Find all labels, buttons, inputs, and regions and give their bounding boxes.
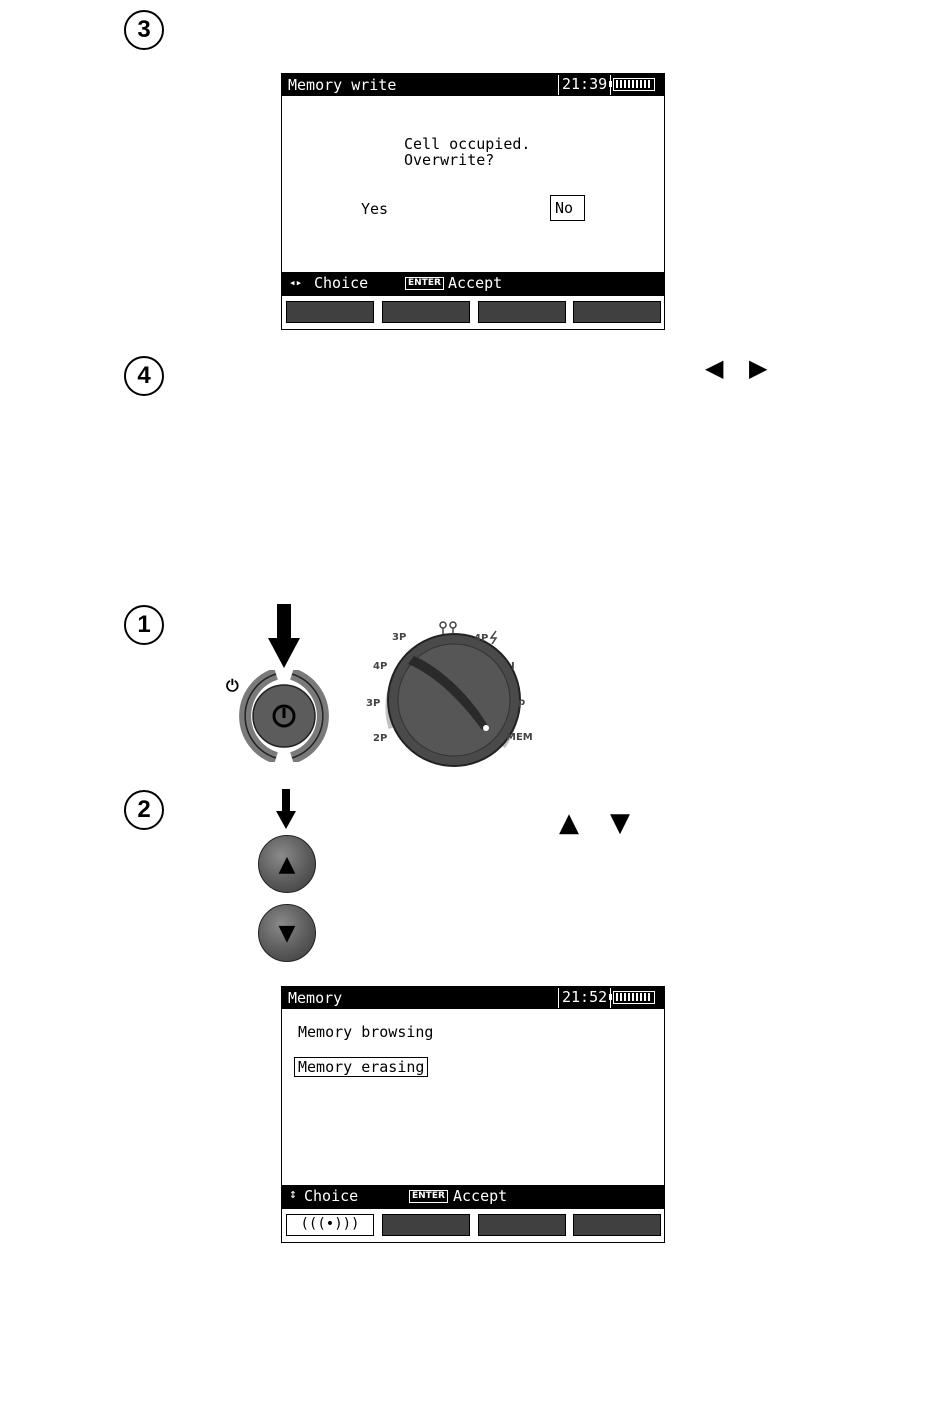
softkey-row xyxy=(282,296,664,329)
dial-label-4p: 4P xyxy=(373,661,388,672)
softkey-3[interactable] xyxy=(478,1214,566,1236)
dial-label-i: I xyxy=(511,661,515,672)
dial-label-rho: ρ xyxy=(518,697,526,708)
question-line-1: Cell occupied. xyxy=(404,135,531,153)
up-down-choice-icon: ↕ xyxy=(289,1187,297,1202)
screen-title: Memory write xyxy=(288,76,397,94)
left-right-choice-icon: ◂▸ xyxy=(289,276,303,289)
press-arrow-small-icon xyxy=(276,789,296,829)
memory-menu-screen xyxy=(281,986,665,1243)
clock: 21:39 xyxy=(558,75,611,95)
softkey-2[interactable] xyxy=(382,301,470,323)
softkey-3[interactable] xyxy=(478,301,566,323)
rotary-function-switch[interactable] xyxy=(362,618,538,768)
hint-choice-label: Choice xyxy=(304,1187,359,1205)
dial-label-3p: 3P xyxy=(366,698,381,709)
step-1-marker: 1 xyxy=(124,605,164,645)
dial-label-3p-top: 3P xyxy=(392,632,407,643)
power-symbol-label: ⏻ xyxy=(226,676,239,695)
down-triangle-icon: ▼ xyxy=(278,920,296,946)
softkey-wireless[interactable]: (((•))) xyxy=(286,1214,374,1236)
hint-bar xyxy=(282,272,664,296)
overwrite-question xyxy=(404,136,530,168)
hint-accept-label: Accept xyxy=(453,1187,508,1205)
softkey-2[interactable] xyxy=(382,1214,470,1236)
menu-item-memory-erasing-selected[interactable]: Memory erasing xyxy=(294,1057,428,1077)
hint-choice-label: Choice xyxy=(314,274,369,292)
up-arrow-icon: ▲ xyxy=(559,808,579,838)
hint-bar xyxy=(282,1185,664,1209)
dial-label-mem: MEM xyxy=(506,732,533,743)
up-button[interactable] xyxy=(258,835,316,893)
overwrite-confirm-screen xyxy=(281,73,665,330)
question-line-2: Overwrite? xyxy=(404,151,495,169)
svg-text:4P: 4P xyxy=(474,633,489,644)
enter-key-icon: ENTER xyxy=(409,1190,448,1203)
no-option-selected[interactable]: No xyxy=(550,195,585,221)
dial-4p-lightning-icon xyxy=(474,630,502,644)
screen-title-bar xyxy=(282,987,664,1009)
step-4-marker: 4 xyxy=(124,356,164,396)
down-arrow-icon: ▼ xyxy=(610,808,630,838)
clock: 21:52 xyxy=(558,988,611,1008)
power-button[interactable] xyxy=(236,670,332,762)
screen-title-bar xyxy=(282,74,664,96)
right-arrow-icon: ▶ xyxy=(749,354,768,382)
down-button[interactable] xyxy=(258,904,316,962)
hint-accept-label: Accept xyxy=(448,274,503,292)
enter-key-icon: ENTER xyxy=(405,277,444,290)
softkey-1[interactable] xyxy=(286,301,374,323)
press-arrow-icon xyxy=(268,604,300,668)
yes-option[interactable]: Yes xyxy=(361,200,389,218)
screen-title: Memory xyxy=(288,989,343,1007)
dial-two-spikes-icon xyxy=(438,621,458,635)
step-2-marker: 2 xyxy=(124,790,164,830)
up-triangle-icon: ▲ xyxy=(278,851,296,877)
dial-label-2p: 2P xyxy=(373,733,388,744)
battery-icon xyxy=(613,78,655,91)
battery-icon xyxy=(613,991,655,1004)
menu-item-memory-browsing[interactable]: Memory browsing xyxy=(298,1023,434,1041)
step-3-marker: 3 xyxy=(124,10,164,50)
softkey-4[interactable] xyxy=(573,301,661,323)
softkey-4[interactable] xyxy=(573,1214,661,1236)
left-arrow-icon: ◀ xyxy=(705,354,724,382)
softkey-row xyxy=(282,1209,664,1242)
